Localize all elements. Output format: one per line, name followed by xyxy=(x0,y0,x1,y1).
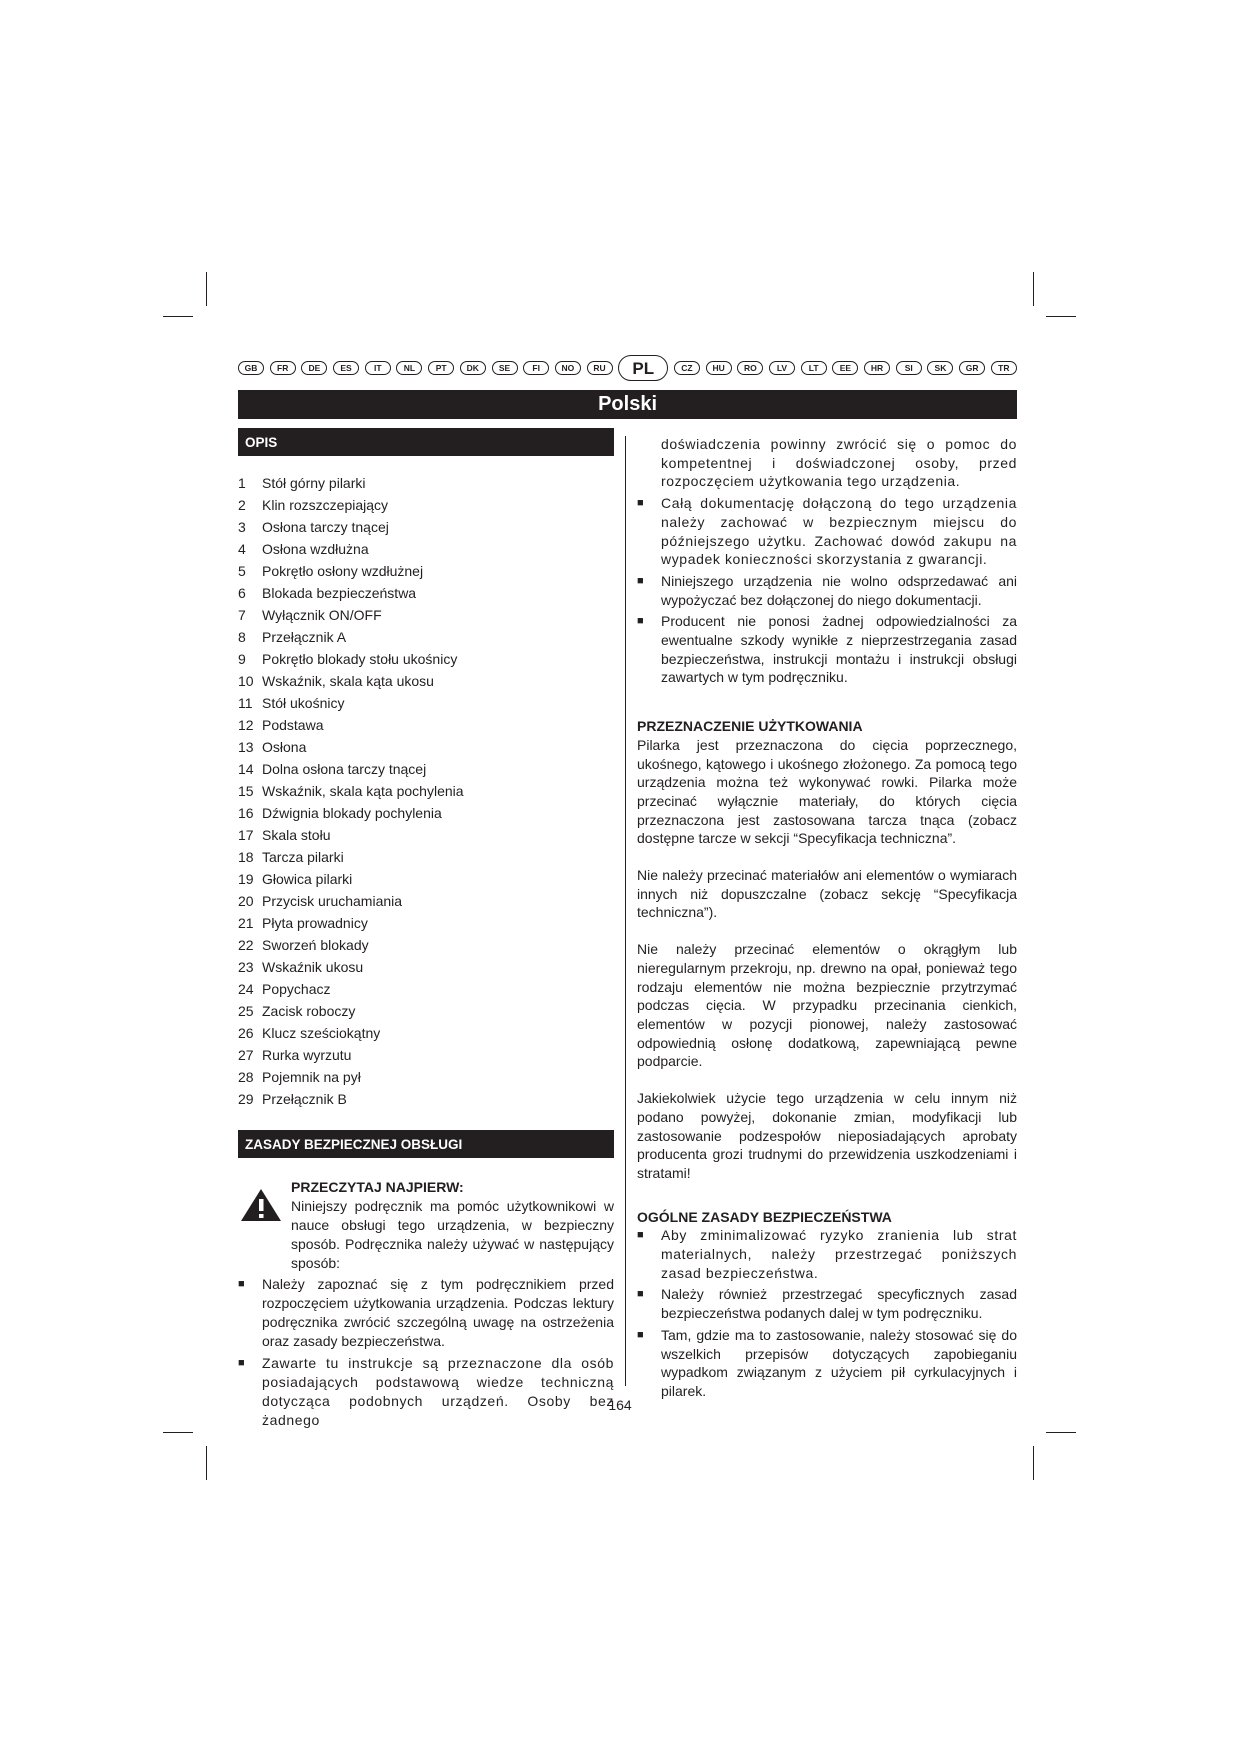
right-column xyxy=(637,435,1017,1401)
part-label: Płyta prowadnicy xyxy=(262,914,368,931)
language-fr: FR xyxy=(270,361,296,375)
bullet-text: Niniejszego urządzenia nie wolno odsprzedawać ani wypożyczać bez dołączonej do niego dokumentacji. xyxy=(661,572,1017,608)
safety-bullets xyxy=(238,1275,614,1430)
list-item xyxy=(238,626,614,648)
bullet-item xyxy=(637,612,1017,687)
list-item xyxy=(238,472,614,494)
part-number: 3 xyxy=(238,518,246,535)
part-label: Sworzeń blokady xyxy=(262,936,369,953)
language-de: DE xyxy=(301,361,327,375)
section-heading-safety: ZASADY BEZPIECZNEJ OBSŁUGI xyxy=(238,1130,614,1158)
part-label: Skala stołu xyxy=(262,826,331,843)
language-tr: TR xyxy=(991,361,1017,375)
part-number: 21 xyxy=(238,914,254,931)
list-item xyxy=(238,802,614,824)
bullet-item xyxy=(637,494,1017,569)
warning-icon xyxy=(240,1188,282,1222)
warning-block xyxy=(238,1178,614,1273)
bullet-item xyxy=(637,572,1017,609)
language-lv: LV xyxy=(769,361,795,375)
language-ee: EE xyxy=(832,361,858,375)
part-label: Dźwignia blokady pochylenia xyxy=(262,804,442,821)
language-no: NO xyxy=(555,361,581,375)
part-number: 27 xyxy=(238,1046,254,1063)
bullet-text: Zawarte tu instrukcje są przeznaczone dla osób posiadających podstawową wiedze techniczną dotycząca podobnych urządzeń. Osoby bez żadnego xyxy=(262,1355,614,1428)
bullet-text: Należy również przestrzegać specyficznych zasad bezpieczeństwa podanych dalej w tym podręczniku. xyxy=(661,1286,1017,1322)
part-label: Przełącznik A xyxy=(262,628,347,645)
list-item xyxy=(238,978,614,1000)
part-label: Stół ukośnicy xyxy=(262,694,345,711)
part-number: 1 xyxy=(238,474,246,491)
part-label: Pokrętło blokady stołu ukośnicy xyxy=(262,650,458,667)
part-number: 4 xyxy=(238,540,246,557)
list-item xyxy=(238,538,614,560)
language-ro: RO xyxy=(737,361,763,375)
list-item xyxy=(238,604,614,626)
language-selector xyxy=(238,355,1017,381)
part-label: Dolna osłona tarczy tnącej xyxy=(262,760,427,777)
language-sk: SK xyxy=(927,361,953,375)
language-gr: GR xyxy=(959,361,985,375)
list-item xyxy=(238,714,614,736)
part-label: Pokrętło osłony wzdłużnej xyxy=(262,562,424,579)
crop-mark xyxy=(163,1432,193,1433)
list-item xyxy=(238,846,614,868)
bullet-item xyxy=(637,1226,1017,1282)
language-ru: RU xyxy=(587,361,613,375)
language-nl: NL xyxy=(396,361,422,375)
part-number: 20 xyxy=(238,892,254,909)
general-safety-heading: OGÓLNE ZASADY BEZPIECZEŃSTWA xyxy=(637,1208,892,1225)
language-se: SE xyxy=(492,361,518,375)
part-number: 23 xyxy=(238,958,254,975)
page-number: 164 xyxy=(608,1397,632,1413)
crop-mark xyxy=(206,272,207,306)
list-item xyxy=(238,956,614,978)
bullet-text: Całą dokumentację dołączoną do tego urządzenia należy zachować w bezpiecznym miejscu do późniejszego użytku. Zachować dowód zakupu na wypadek konieczności skorzystania z gwarancji. xyxy=(661,495,1017,568)
part-number: 18 xyxy=(238,848,254,865)
part-number: 9 xyxy=(238,650,246,667)
part-number: 24 xyxy=(238,980,254,997)
part-label: Przycisk uruchamiania xyxy=(262,892,403,909)
part-number: 13 xyxy=(238,738,254,755)
square-bullet-icon: ■ xyxy=(637,1229,644,1242)
part-number: 10 xyxy=(238,672,254,689)
language-pt: PT xyxy=(428,361,454,375)
part-number: 6 xyxy=(238,584,246,601)
language-cz: CZ xyxy=(674,361,700,375)
general-safety-bullets xyxy=(637,1226,1017,1400)
language-si: SI xyxy=(896,361,922,375)
bullet-item xyxy=(637,1326,1017,1401)
warning-heading: PRZECZYTAJ NAJPIERW: xyxy=(291,1179,464,1195)
language-lt: LT xyxy=(801,361,827,375)
part-label: Tarcza pilarki xyxy=(262,848,344,865)
list-item xyxy=(238,670,614,692)
square-bullet-icon: ■ xyxy=(238,1357,245,1369)
part-number: 25 xyxy=(238,1002,254,1019)
part-label: Głowica pilarki xyxy=(262,870,353,887)
list-item xyxy=(238,1022,614,1044)
part-label: Wskaźnik, skala kąta pochylenia xyxy=(262,782,464,799)
part-number: 16 xyxy=(238,804,254,821)
column-divider xyxy=(625,436,626,1386)
square-bullet-icon: ■ xyxy=(637,497,644,510)
language-pl: PL xyxy=(618,355,668,381)
left-column xyxy=(238,428,614,1430)
part-label: Pojemnik na pył xyxy=(262,1068,361,1085)
list-item xyxy=(238,934,614,956)
list-item xyxy=(238,824,614,846)
part-number: 26 xyxy=(238,1024,254,1041)
bullet-text: Aby zminimalizować ryzyko zranienia lub strat materialnych, należy przestrzegać poniższych zasad bezpieczeństwa. xyxy=(661,1227,1017,1281)
square-bullet-icon: ■ xyxy=(238,1278,245,1290)
part-label: Osłona xyxy=(262,738,307,755)
usage-paragraph: Nie należy przecinać elementów o okrągłym lub nieregularnym przekroju, np. drewno na opał, ponieważ tego rodzaju elementów nie można bezpiecznie przytrzymać podczas cięcia. W przypadku przecinania cienkich, elementów w pozycji pionowej, należy zastosować odpowiednią osłonę dodatkową, zapewniającą pewne podparcie. xyxy=(637,941,1017,1070)
list-item xyxy=(238,1000,614,1022)
part-number: 5 xyxy=(238,562,246,579)
part-label: Wskaźnik ukosu xyxy=(262,958,364,975)
part-number: 12 xyxy=(238,716,254,733)
part-number: 11 xyxy=(238,694,253,711)
list-item xyxy=(238,780,614,802)
part-label: Rurka wyrzutu xyxy=(262,1046,352,1063)
language-hr: HR xyxy=(864,361,890,375)
part-label: Podstawa xyxy=(262,716,324,733)
part-number: 14 xyxy=(238,760,254,777)
right-bullets xyxy=(637,494,1017,687)
square-bullet-icon: ■ xyxy=(637,615,644,628)
part-label: Klucz sześciokątny xyxy=(262,1024,381,1041)
page-title-text: Polski xyxy=(598,393,657,415)
usage-heading: PRZEZNACZENIE UŻYTKOWANIA xyxy=(637,718,863,735)
square-bullet-icon: ■ xyxy=(637,574,644,587)
language-dk: DK xyxy=(460,361,486,375)
crop-mark xyxy=(1046,316,1076,317)
list-item xyxy=(238,692,614,714)
parts-list xyxy=(238,472,614,1110)
usage-paragraphs xyxy=(637,736,1017,1183)
usage-paragraph: Nie należy przecinać materiałów ani elementów o wymiarach innych niż dopuszczalne (zobacz sekcję “Specyfikacja techniczna”). xyxy=(637,867,1017,921)
crop-mark xyxy=(1033,272,1034,306)
square-bullet-icon: ■ xyxy=(637,1288,644,1301)
part-label: Stół górny pilarki xyxy=(262,474,366,491)
list-item xyxy=(238,494,614,516)
bullet-item xyxy=(637,1285,1017,1322)
bullet-item xyxy=(238,1275,614,1351)
part-label: Blokada bezpieczeństwa xyxy=(262,584,417,601)
list-item xyxy=(238,560,614,582)
part-number: 28 xyxy=(238,1068,254,1085)
part-label: Popychacz xyxy=(262,980,331,997)
usage-paragraph: Pilarka jest przeznaczona do cięcia poprzecznego, ukośnego, kątowego i ukośnego złożonego. Za pomocą tego urządzenia można też wykonywać rowki. Pilarka może przecinać wyłącznie materiały, do których cięcia przeznaczona jest zastosowana tarcza tnąca (zobacz dostępne tarcze w sekcji “Specyfikacja techniczna”. xyxy=(637,736,1017,847)
language-fi: FI xyxy=(523,361,549,375)
part-label: Przełącznik B xyxy=(262,1090,347,1107)
part-label: Osłona tarczy tnącej xyxy=(262,518,389,535)
part-label: Osłona wzdłużna xyxy=(262,540,369,557)
part-number: 15 xyxy=(238,782,254,799)
list-item xyxy=(238,912,614,934)
part-number: 8 xyxy=(238,628,246,645)
page-title xyxy=(238,390,1017,419)
part-number: 2 xyxy=(238,496,246,513)
crop-mark xyxy=(206,1446,207,1480)
language-es: ES xyxy=(333,361,359,375)
continuation-text: doświadczenia powinny zwrócić się o pomoc do kompetentnej i doświadczonej osoby, przed rozpoczęciem użytkowania tego urządzenia. xyxy=(661,436,1017,490)
bullet-item xyxy=(238,1354,614,1430)
list-item xyxy=(238,1044,614,1066)
crop-mark xyxy=(1046,1432,1076,1433)
list-item xyxy=(238,1088,614,1110)
list-item xyxy=(238,1066,614,1088)
bullet-text: Tam, gdzie ma to zastosowanie, należy stosować się do wszelkich przepisów dotyczących zapobieganiu wypadkom związanym z użyciem pił cyrkulacyjnych i pilarek. xyxy=(661,1326,1017,1399)
list-item xyxy=(238,648,614,670)
square-bullet-icon: ■ xyxy=(637,1328,644,1341)
crop-mark xyxy=(163,316,193,317)
language-it: IT xyxy=(365,361,391,375)
list-item xyxy=(238,736,614,758)
part-number: 29 xyxy=(238,1090,254,1107)
crop-mark xyxy=(1033,1446,1034,1480)
part-number: 17 xyxy=(238,826,254,843)
list-item xyxy=(238,868,614,890)
part-label: Zacisk roboczy xyxy=(262,1002,356,1019)
list-item xyxy=(238,582,614,604)
list-item xyxy=(238,758,614,780)
list-item xyxy=(238,890,614,912)
part-label: Wyłącznik ON/OFF xyxy=(262,606,382,623)
section-heading-opis: OPIS xyxy=(238,428,614,456)
part-number: 22 xyxy=(238,936,254,953)
part-label: Klin rozszczepiający xyxy=(262,496,389,513)
language-gb: GB xyxy=(238,361,264,375)
part-number: 7 xyxy=(238,606,246,623)
part-label: Wskaźnik, skala kąta ukosu xyxy=(262,672,434,689)
bullet-text: Producent nie ponosi żadnej odpowiedzialności za ewentualne szkody wynikłe z nieprzestrzegania zasad bezpieczeństwa, instrukcji montażu i instrukcji obsługi zawartych w tym podręczniku. xyxy=(661,613,1017,686)
language-hu: HU xyxy=(706,361,732,375)
list-item xyxy=(238,516,614,538)
part-number: 19 xyxy=(238,870,254,887)
bullet-text: Należy zapoznać się z tym podręcznikiem przed rozpoczęciem użytkowania urządzenia. Podczas lektury podręcznika zwrócić szczególną uwagę na ostrzeżenia oraz zasady bezpieczeństwa. xyxy=(262,1276,614,1349)
usage-paragraph: Jakiekolwiek użycie tego urządzenia w celu innym niż podano powyżej, dokonanie zmian, modyfikacji lub zastosowanie podzespołów nieposiadających aprobaty producenta grozi trudnymi do przewidzenia uszkodzeniami i stratami! xyxy=(637,1090,1017,1181)
warning-text: Niniejszy podręcznik ma pomóc użytkownikowi w nauce obsługi tego urządzenia, w bezpieczny sposób. Podręcznika należy używać w następujący sposób: xyxy=(291,1198,614,1271)
